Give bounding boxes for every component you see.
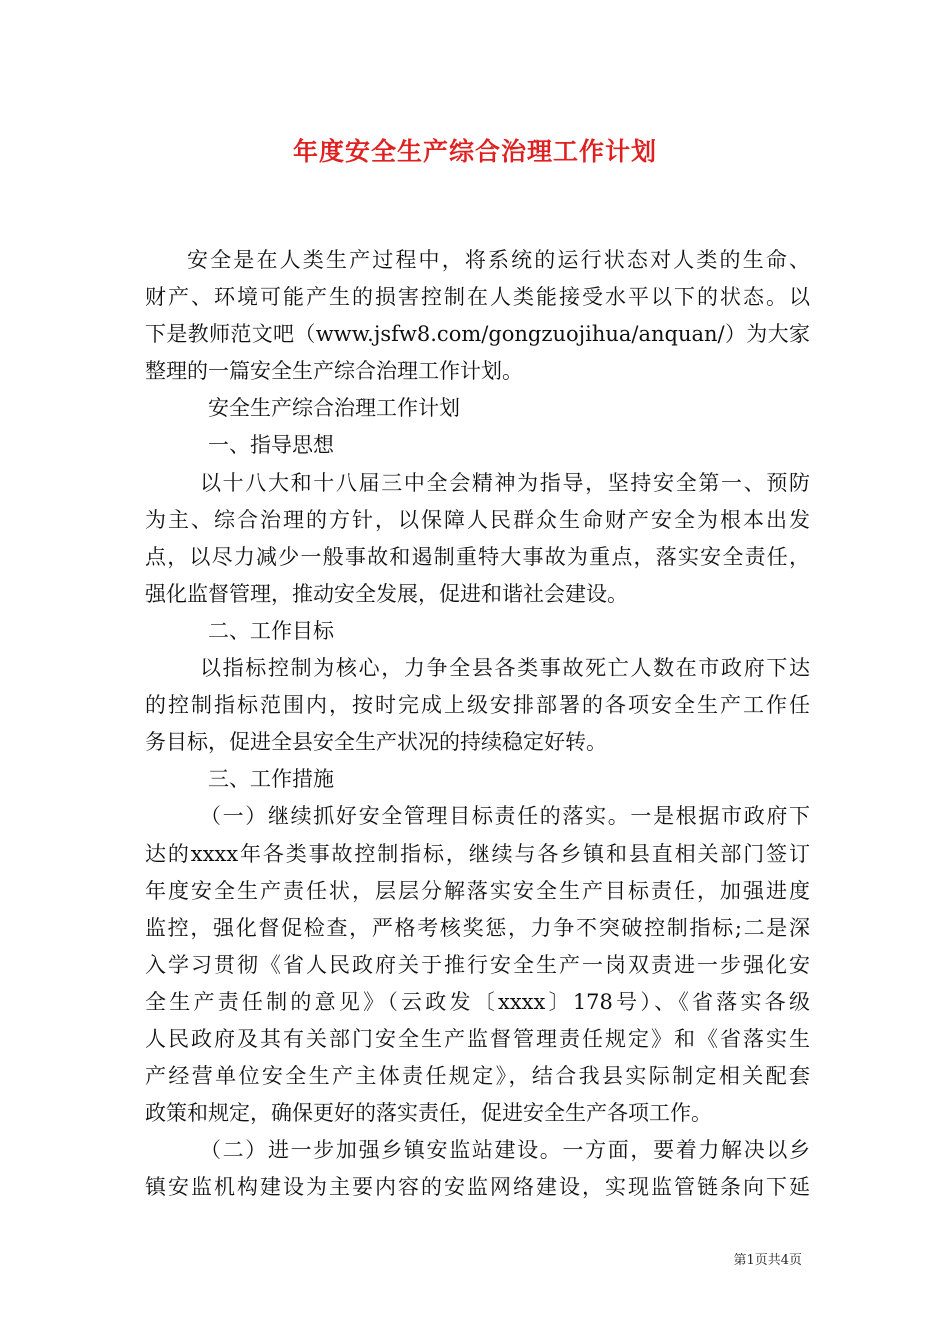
section-title-line: 安全生产综合治理工作计划 — [208, 396, 460, 421]
paragraph-line: 达的xxxx年各类事故控制指标，继续与各乡镇和县直相关部门签订 — [145, 841, 810, 866]
paragraph-line: 全生产责任制的意见》（云政发〔xxxx〕178号）、《省落实各级 — [145, 989, 810, 1014]
document-title: 年度安全生产综合治理工作计划 — [292, 137, 657, 166]
paragraph-line: 人民政府及其有关部门安全生产监督管理责任规定》和《省落实生 — [145, 1026, 810, 1051]
paragraph-line: 为主、综合治理的方针，以保障人民群众生命财产安全为根本出发 — [145, 507, 810, 532]
section-heading: 二、工作目标 — [208, 618, 334, 643]
paragraph-line: 产经营单位安全生产主体责任规定》，结合我县实际制定相关配套 — [145, 1064, 810, 1089]
paragraph-line: 安全是在人类生产过程中，将系统的运行状态对人类的生命、 — [187, 248, 810, 272]
paragraph-line: 以十八大和十八届三中全会精神为指导，坚持安全第一、预防 — [200, 470, 810, 495]
paragraph-line: 点，以尽力减少一般事故和遏制重特大事故为重点，落实安全责任， — [145, 544, 810, 569]
document-body — [145, 242, 810, 1206]
section-heading: 三、工作措施 — [208, 767, 334, 792]
paragraph-line: 整理的一篇安全生产综合治理工作计划。 — [145, 359, 523, 384]
paragraph-line: （一）继续抓好安全管理目标责任的落实。一是根据市政府下 — [200, 804, 810, 829]
paragraph-line: 务目标，促进全县安全生产状况的持续稳定好转。 — [145, 730, 607, 755]
paragraph-line: 下是教师范文吧（www.jsfw8.com/gongzuojihua/anquan/）为大家 — [145, 322, 810, 347]
paragraph-line: 的控制指标范围内，按时完成上级安排部署的各项安全生产工作任 — [145, 693, 810, 718]
paragraph-line: （二）进一步加强乡镇安监站建设。一方面，要着力解决以乡 — [200, 1138, 810, 1163]
paragraph-line: 财产、环境可能产生的损害控制在人类能接受水平以下的状态。以 — [145, 285, 810, 310]
paragraph-line: 以指标控制为核心，力争全县各类事故死亡人数在市政府下达 — [200, 656, 810, 681]
paragraph-line: 年度安全生产责任状，层层分解落实安全生产目标责任，加强进度 — [145, 878, 810, 903]
page-indicator: 第1页共4页 — [733, 1253, 802, 1268]
paragraph-line: 入学习贯彻《省人民政府关于推行安全生产一岗双责进一步强化安 — [145, 952, 810, 977]
paragraph-line: 政策和规定，确保更好的落实责任，促进安全生产各项工作。 — [145, 1101, 712, 1126]
paragraph-line: 强化监督管理，推动安全发展，促进和谐社会建设。 — [145, 581, 628, 606]
paragraph-line: 监控，强化督促检查，严格考核奖惩，力争不突破控制指标;二是深 — [145, 915, 810, 940]
paragraph-line: 镇安监机构建设为主要内容的安监网络建设，实现监管链条向下延 — [145, 1175, 810, 1200]
section-heading: 一、指导思想 — [208, 433, 334, 458]
